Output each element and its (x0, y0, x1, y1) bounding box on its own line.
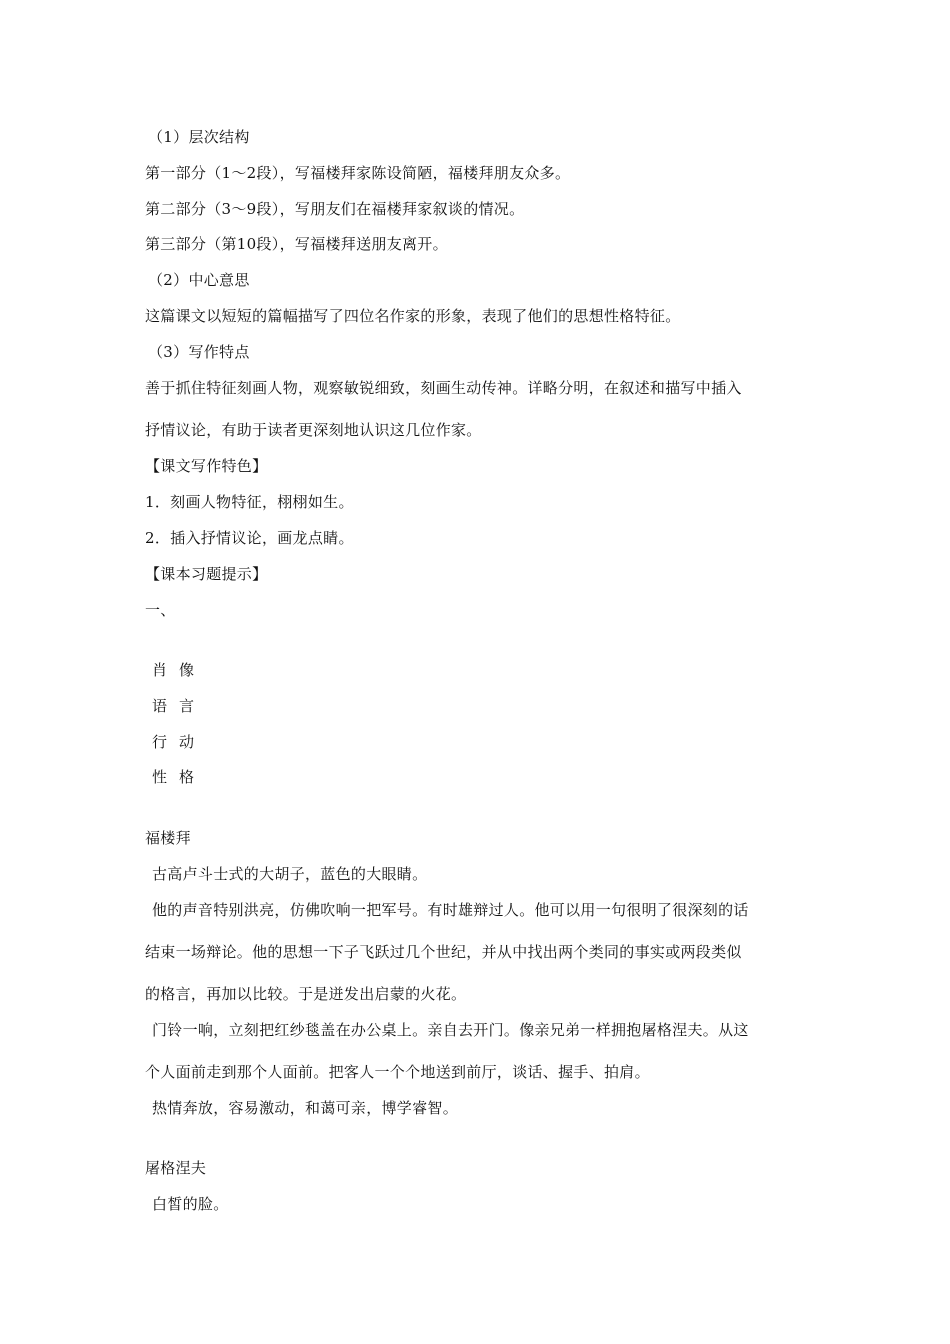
trait-label-action: 行动 (152, 733, 207, 751)
flaubert-action-line-2: 个人面前走到那个人面前。把客人一个个地送到前厅，谈话、握手、拍肩。 (145, 1063, 650, 1081)
theme-text: 这篇课文以短短的篇幅描写了四位名作家的形象，表现了他们的思想性格特征。 (145, 307, 681, 325)
writing-traits-heading: 【课文写作特色】 (145, 457, 268, 475)
structure-part-1: 第一部分（1～2段），写福楼拜家陈设简陋，福楼拜朋友众多。 (145, 164, 571, 182)
theme-heading: （2）中心意思 (148, 271, 250, 289)
trait-label-portrait: 肖像 (152, 661, 207, 679)
features-heading: （3）写作特点 (148, 343, 250, 361)
flaubert-speech-line-3: 的格言，再加以比较。于是迸发出启蒙的火花。 (145, 985, 467, 1003)
flaubert-action-line-1: 门铃一响，立刻把红纱毯盖在办公桌上。亲自去开门。像亲兄弟一样拥抱屠格涅夫。从这 (152, 1021, 749, 1039)
turgenev-name: 屠格涅夫 (145, 1159, 207, 1177)
turgenev-portrait: 白皙的脸。 (152, 1195, 229, 1213)
flaubert-portrait: 古高卢斗士式的大胡子，蓝色的大眼睛。 (152, 865, 428, 883)
flaubert-speech-line-1: 他的声音特别洪亮，仿佛吹响一把军号。有时雄辩过人。他可以用一句很明了很深刻的话 (152, 901, 749, 919)
structure-part-2: 第二部分（3～9段），写朋友们在福楼拜家叙谈的情况。 (145, 200, 525, 218)
exercise-number: 一、 (145, 601, 176, 619)
structure-part-3: 第三部分（第10段），写福楼拜送朋友离开。 (145, 235, 448, 253)
structure-heading: （1）层次结构 (148, 128, 250, 146)
exercises-heading: 【课本习题提示】 (145, 565, 268, 583)
flaubert-speech-line-2: 结束一场辩论。他的思想一下子飞跃过几个世纪，并从中找出两个类同的事实或两段类似 (145, 943, 742, 961)
flaubert-name: 福楼拜 (145, 829, 191, 847)
writing-trait-item-2: 2．插入抒情议论，画龙点睛。 (145, 529, 354, 547)
writing-trait-item-1: 1．刻画人物特征，栩栩如生。 (145, 493, 354, 511)
features-text-line-2: 抒情议论，有助于读者更深刻地认识这几位作家。 (145, 421, 482, 439)
flaubert-character: 热情奔放，容易激动，和蔼可亲，博学睿智。 (152, 1099, 459, 1117)
trait-label-character: 性格 (152, 768, 207, 786)
trait-label-speech: 语言 (152, 697, 207, 715)
features-text-line-1: 善于抓住特征刻画人物，观察敏锐细致，刻画生动传神。详略分明，在叙述和描写中插入 (145, 379, 742, 397)
